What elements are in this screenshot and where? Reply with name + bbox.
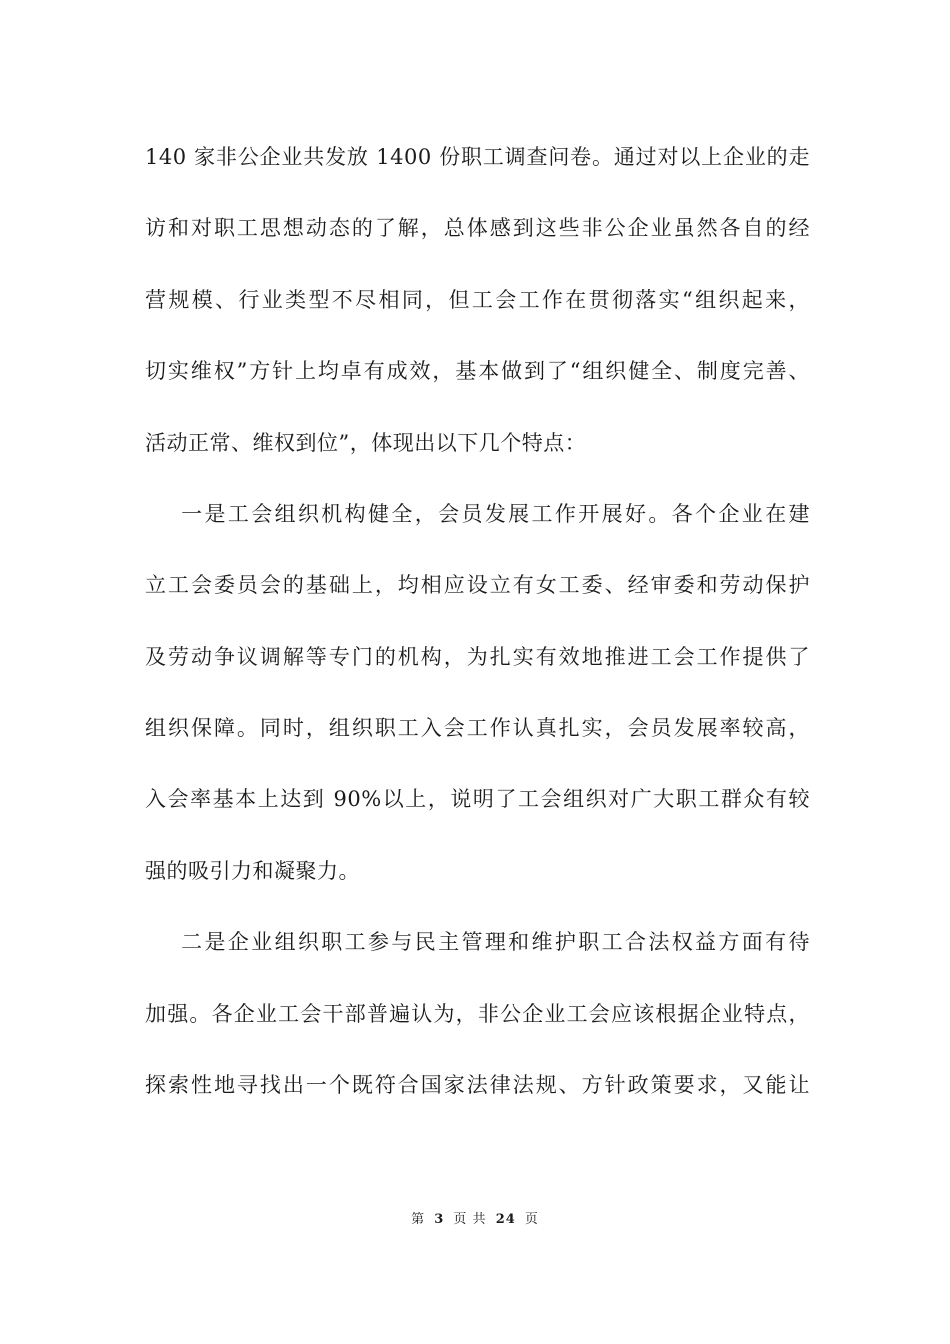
text-line-4: 切实维权”方针上均卓有成效，基本做到了“组织健全、制度完善、: [145, 359, 810, 383]
text-line-1: 140 家非公企业共发放 1400 份职工调查问卷。通过对以上企业的走: [145, 145, 810, 169]
footer-page-total: 24: [495, 1212, 516, 1227]
text-line-7: 立工会委员会的基础上，均相应设立有女工委、经审委和劳动保护: [145, 573, 810, 597]
text-line-3: 营规模、行业类型不尽相同，但工会工作在贯彻落实“组织起来，: [145, 288, 810, 312]
text-line-13: 加强。各企业工会干部普遍认为，非公企业工会应该根据企业特点，: [145, 1002, 810, 1026]
text-line-10: 入会率基本上达到 90%以上，说明了工会组织对广大职工群众有较: [145, 787, 810, 811]
text-line-8: 及劳动争议调解等专门的机构，为扎实有效地推进工会工作提供了: [145, 645, 810, 669]
text-line-9: 组织保障。同时，组织职工入会工作认真扎实，会员发展率较高，: [145, 716, 810, 740]
text-line-14: 探索性地寻找出一个既符合国家法律法规、方针政策要求，又能让: [145, 1073, 810, 1097]
text-line-12: 二是企业组织职工参与民主管理和维护职工合法权益方面有待: [145, 930, 810, 954]
text-line-2: 访和对职工思想动态的了解，总体感到这些非公企业虽然各自的经: [145, 216, 810, 240]
footer-suffix: 页: [524, 1212, 539, 1227]
text-line-11: 强的吸引力和凝聚力。: [145, 859, 360, 883]
page-footer: [0, 1208, 950, 1227]
footer-middle: 页 共: [453, 1212, 487, 1227]
footer-page-current: 3: [434, 1212, 445, 1227]
text-line-6: 一是工会组织机构健全，会员发展工作开展好。各个企业在建: [145, 502, 810, 526]
footer-prefix: 第: [411, 1212, 426, 1227]
text-line-5: 活动正常、维权到位”，体现出以下几个特点：: [145, 431, 587, 455]
